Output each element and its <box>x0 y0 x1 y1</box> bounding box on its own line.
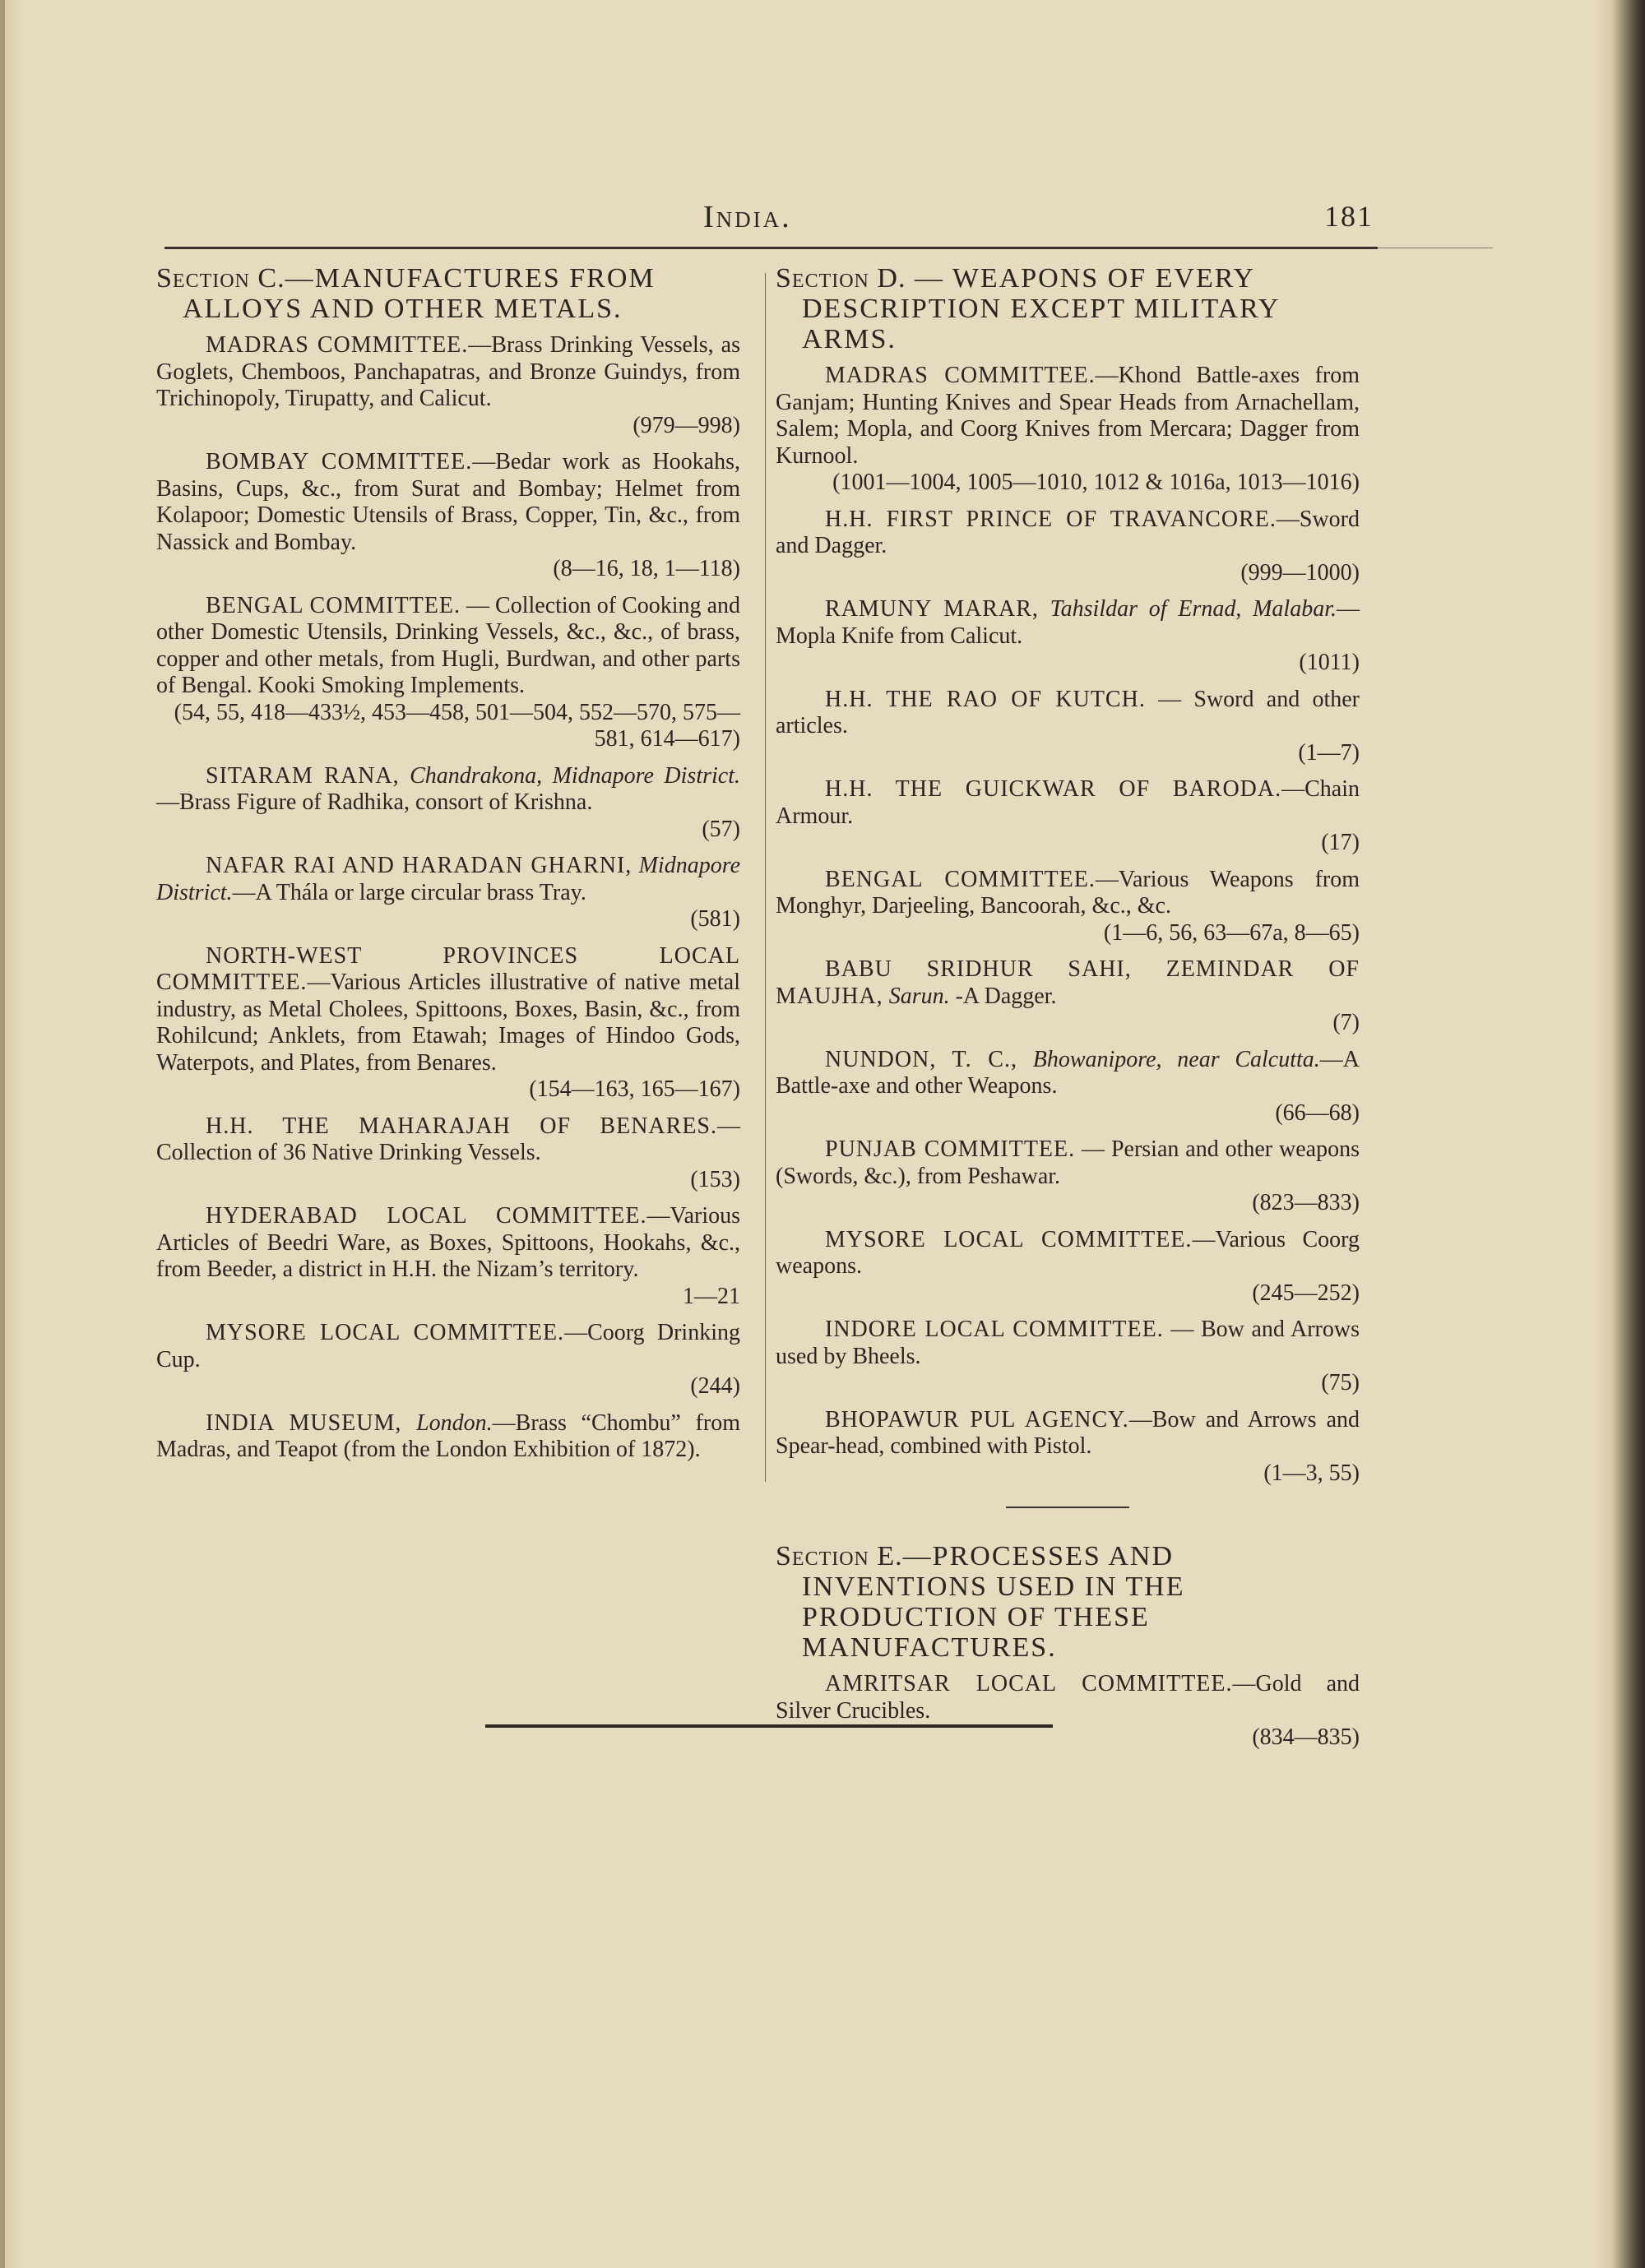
exhibit-entry <box>776 363 1360 497</box>
catalogue-reference: (1—6, 56, 63—67a, 8—65) <box>1103 919 1360 946</box>
exhibitor-name: AMRITSAR LOCAL COMMITTEE. <box>825 1671 1233 1696</box>
exhibitor-location: Tahsildar of Ernad, Malabar. <box>1038 596 1337 622</box>
exhibit-entry <box>156 593 740 753</box>
exhibit-description: — Sword and other articles. <box>776 686 1360 738</box>
catalogue-reference: (581) <box>690 906 740 932</box>
exhibitor-name: BENGAL COMMITTEE. <box>206 592 461 618</box>
catalogue-reference: (153) <box>690 1166 740 1192</box>
header-rule <box>164 247 1378 249</box>
exhibitor-name: INDORE LOCAL COMMITTEE. <box>825 1317 1164 1342</box>
catalogue-reference: (1—7) <box>1298 739 1360 766</box>
exhibit-entry <box>156 1113 740 1194</box>
exhibitor-name: H.H. THE MAHARAJAH OF BENARES. <box>206 1113 717 1139</box>
exhibitor-name: H.H. THE RAO OF KUTCH. <box>825 686 1146 712</box>
catalogue-reference: (154—163, 165—167) <box>529 1076 740 1102</box>
section-e-heading <box>776 1541 1360 1663</box>
exhibit-entry <box>156 853 740 933</box>
exhibit-entry <box>776 1671 1360 1752</box>
exhibit-entry <box>156 332 740 439</box>
catalogue-reference: (75) <box>1321 1370 1360 1396</box>
exhibitor-name: MADRAS COMMITTEE. <box>825 363 1096 388</box>
section-separator <box>1006 1507 1129 1508</box>
exhibitor-name: NUNDON, T. C., <box>825 1046 1017 1072</box>
exhibitor-name: MYSORE LOCAL COMMITTEE. <box>206 1320 565 1345</box>
section-c-entries <box>156 332 740 1464</box>
exhibit-entry <box>776 1047 1360 1127</box>
exhibit-description: —Brass Drinking Vessels, as Goglets, Chemboos, Panchapatras, and Bronze Guindys, from Trichinopoly, Tirupatty, and Calicut. <box>156 332 740 411</box>
section-d-label: Section D. <box>776 263 906 294</box>
page-number: 181 <box>1324 200 1374 233</box>
exhibitor-name: MADRAS COMMITTEE. <box>206 332 469 358</box>
section-e-title: —PROCESSES AND INVENTIONS USED IN THE PRODUCTION OF THESE MANUFACTURES. <box>802 1541 1185 1663</box>
exhibitor-location: Bhowanipore, near Calcutta. <box>1017 1046 1320 1072</box>
right-column <box>776 263 1360 1761</box>
exhibitor-name: BHOPAWUR PUL AGENCY. <box>825 1406 1129 1433</box>
exhibit-entry <box>776 1317 1360 1397</box>
exhibitor-location: London. <box>401 1409 493 1436</box>
exhibit-description: —Collection of 36 Native Drinking Vessels. <box>156 1113 740 1165</box>
section-e-entries <box>776 1671 1360 1752</box>
exhibitor-name: PUNJAB COMMITTEE. <box>825 1136 1076 1162</box>
exhibitor-name: NAFAR RAI AND HARADAN GHARNI, <box>206 853 633 878</box>
column-divider <box>765 273 766 1482</box>
exhibitor-name: SITARAM RANA, <box>206 762 400 789</box>
exhibit-description: —A Battle-axe and other Weapons. <box>776 1046 1360 1099</box>
catalogue-reference: (1—3, 55) <box>1263 1460 1360 1486</box>
exhibit-description: — Collection of Cooking and other Domestic Utensils, Drinking Vessels, &c., &c., of brass, copper and other metals, from Hugli, Burdwan, and other parts of Bengal. Kooki Smoking Implements. <box>156 592 740 698</box>
exhibitor-name: RAMUNY MARAR, <box>825 596 1039 622</box>
catalogue-reference: (244) <box>690 1373 740 1399</box>
section-d-title: — WEAPONS OF EVERY DESCRIPTION EXCEPT MILITARY ARMS. <box>802 263 1280 354</box>
section-c-label: Section C. <box>156 263 285 294</box>
exhibitor-name: INDIA MUSEUM, <box>206 1409 402 1436</box>
exhibit-description: —Bedar work as Hookahs, Basins, Cups, &c., from Surat and Bombay; Helmet from Kolapoor; Domestic Utensils of Brass, Copper, Tin, &c., from Nassick and Bombay. <box>156 449 740 555</box>
exhibit-description: —Khond Battle-axes from Ganjam; Hunting Knives and Spear Heads from Arnachellam, Salem; Mopla, and Coorg Knives from Mercara; Dagger from Kurnool. <box>776 363 1360 469</box>
catalogue-reference: (54, 55, 418—433½, 453—458, 501—504, 552—570, 575—581, 614—617) <box>174 699 740 752</box>
exhibit-entry <box>156 1320 740 1400</box>
exhibit-description: —A Thála or large circular brass Tray. <box>232 879 586 905</box>
catalogue-reference: (245—252) <box>1252 1280 1360 1306</box>
section-d-heading <box>776 263 1360 354</box>
exhibitor-name: MYSORE LOCAL COMMITTEE. <box>825 1226 1193 1252</box>
catalogue-reference: (1001—1004, 1005—1010, 1012 & 1016a, 1013—1016) <box>832 470 1360 495</box>
exhibitor-name: H.H. THE GUICKWAR OF BARODA. <box>825 776 1282 802</box>
exhibit-description: — Bow and Arrows used by Bheels. <box>776 1317 1360 1369</box>
exhibit-entry <box>776 776 1360 857</box>
exhibit-entry <box>156 1410 740 1464</box>
exhibitor-name: BENGAL COMMITTEE. <box>825 866 1096 892</box>
section-e-label: Section E. <box>776 1541 903 1571</box>
exhibit-entry <box>776 1227 1360 1308</box>
catalogue-reference: (7) <box>1332 1010 1360 1035</box>
exhibit-description: —Brass “Chombu” from Madras, and Teapot (from the London Exhibition of 1872). <box>156 1409 740 1462</box>
catalogue-reference: (999—1000) <box>1240 559 1360 586</box>
catalogue-reference: (57) <box>702 816 740 842</box>
exhibit-entry <box>156 943 740 1104</box>
exhibitor-name: H.H. FIRST PRINCE OF TRAVANCORE. <box>825 506 1277 532</box>
exhibit-description: —Brass Figure of Radhika, consort of Krishna. <box>156 789 593 815</box>
exhibit-entry <box>776 596 1360 677</box>
exhibitor-name: BOMBAY COMMITTEE. <box>206 449 473 474</box>
exhibit-entry <box>156 763 740 844</box>
catalogue-reference: (1011) <box>1299 650 1360 675</box>
exhibit-description: —Bow and Arrows and Spear-head, combined with Pistol. <box>776 1406 1360 1459</box>
section-d-entries <box>776 363 1360 1487</box>
running-header <box>164 199 1374 240</box>
exhibit-description: —Sword and Dagger. <box>776 506 1360 558</box>
exhibitor-location: Midnapore District. <box>156 853 740 905</box>
exhibit-entry <box>776 1136 1360 1217</box>
catalogue-reference: (979—998) <box>633 412 740 438</box>
exhibit-description: —Gold and Silver Crucibles. <box>776 1671 1360 1724</box>
catalogue-reference: (834—835) <box>1252 1724 1360 1750</box>
exhibitor-name: HYDERABAD LOCAL COMMITTEE. <box>206 1203 647 1229</box>
footer-rule <box>485 1724 1053 1728</box>
exhibitor-location: Sarun. <box>883 983 950 1009</box>
exhibit-entry <box>776 687 1360 767</box>
exhibit-description: —Mopla Knife from Calicut. <box>776 596 1360 649</box>
catalogue-reference: 1—21 <box>683 1283 740 1309</box>
exhibit-description: —Various Articles of Beedri Ware, as Boxes, Spittoons, Hookahs, &c., from Beeder, a district in H.H. the Nizam’s territory. <box>156 1203 740 1282</box>
exhibit-entry <box>776 507 1360 587</box>
section-c-title: —MANUFACTURES FROM ALLOYS AND OTHER METALS. <box>183 263 656 324</box>
exhibitor-name: BABU SRIDHUR SAHI, ZEMINDAR OF MAUJHA, <box>776 956 1360 1009</box>
exhibit-entry <box>776 956 1360 1037</box>
page-edge <box>0 0 5 2268</box>
catalogue-reference: (66—68) <box>1275 1099 1360 1126</box>
catalogue-reference: (17) <box>1321 830 1360 855</box>
exhibit-description: —Coorg Drinking Cup. <box>156 1320 740 1372</box>
exhibitor-name: NORTH-WEST PROVINCES LOCAL COMMITTEE. <box>156 942 740 995</box>
left-column <box>156 263 740 1474</box>
exhibit-entry <box>156 449 740 583</box>
running-title: India. <box>703 200 792 234</box>
catalogue-reference: (823—833) <box>1252 1190 1360 1215</box>
exhibit-entry <box>156 1203 740 1310</box>
exhibitor-location: Chandrakona, Midnapore District. <box>399 762 740 789</box>
catalogue-reference: (8—16, 18, 1—118) <box>553 556 740 581</box>
exhibit-description: —Various Weapons from Monghyr, Darjeeling, Bancoorah, &c., &c. <box>776 866 1360 919</box>
exhibit-description: —Various Coorg weapons. <box>776 1226 1360 1279</box>
exhibit-entry <box>776 867 1360 947</box>
exhibit-description: —Various Articles illustrative of native metal industry, as Metal Cholees, Spittoons, Boxes, Basin, &c., from Rohilcund; Anklets, from Etawah; Images of Hindoo Gods, Waterpots, and Plates, from Benares. <box>156 970 740 1076</box>
section-c-heading <box>156 263 740 324</box>
exhibit-description: -A Dagger. <box>949 983 1057 1009</box>
exhibit-description: — Persian and other weapons (Swords, &c.), from Peshawar. <box>776 1136 1360 1189</box>
exhibit-entry <box>776 1407 1360 1488</box>
exhibit-description: —Chain Armour. <box>776 776 1360 829</box>
